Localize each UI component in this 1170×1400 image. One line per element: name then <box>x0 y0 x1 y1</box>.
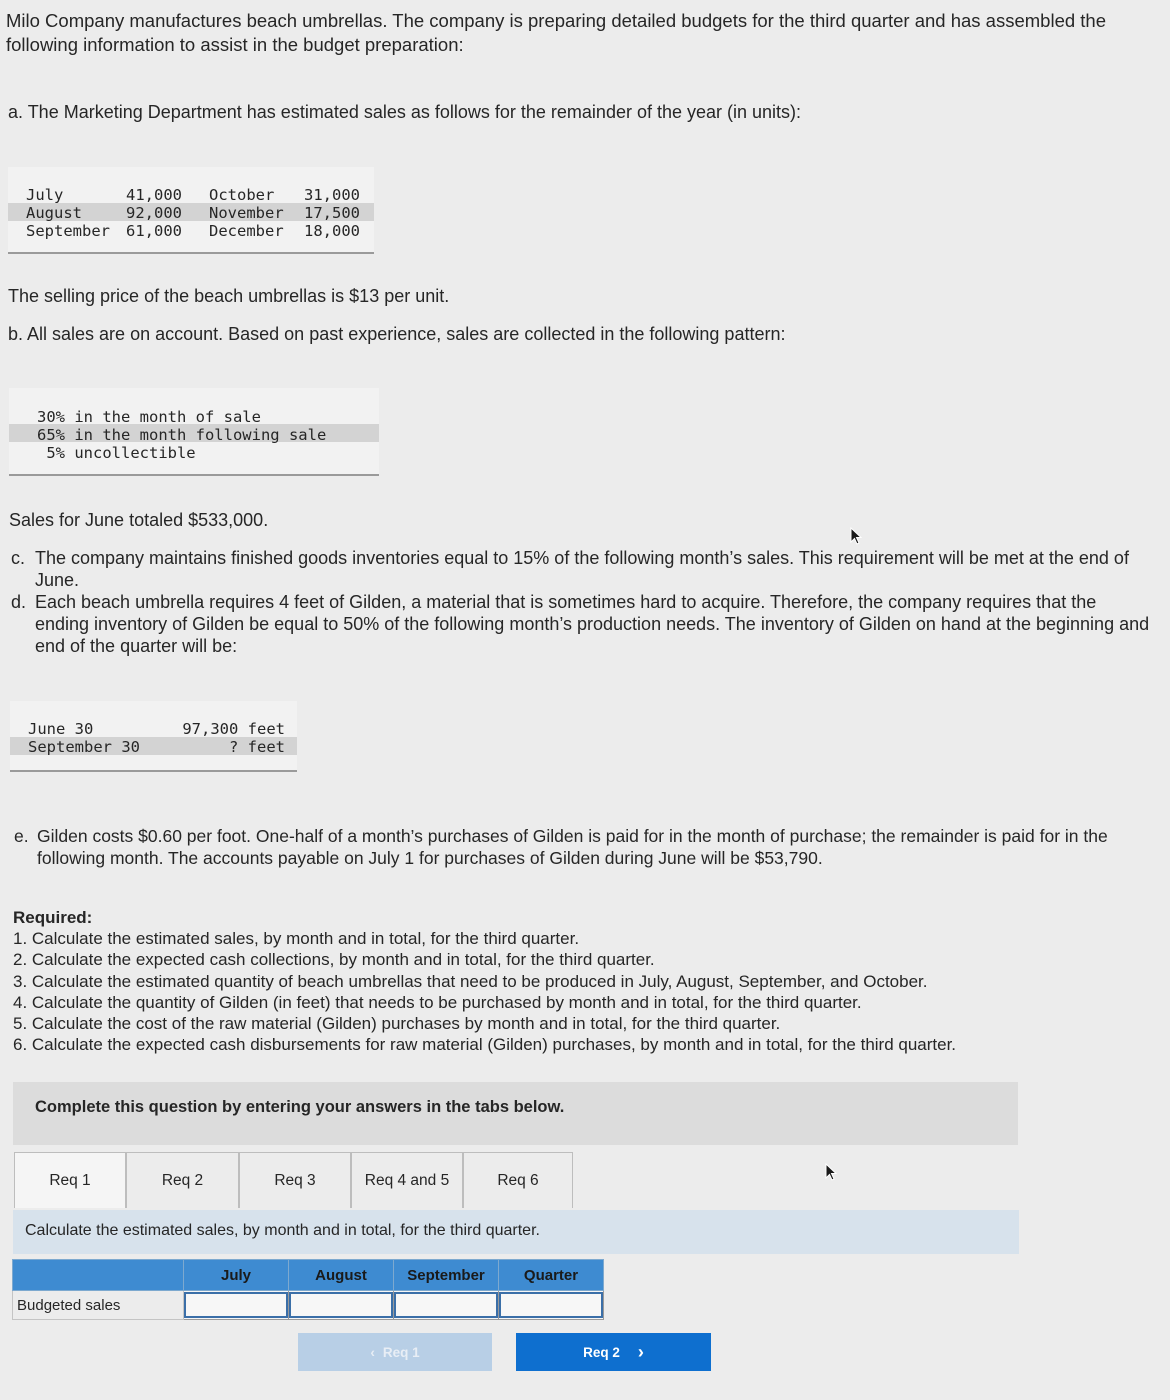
mouse-pointer-icon <box>849 527 863 545</box>
requirement-item: 3. Calculate the estimated quantity of beach umbrellas that need to be produced in July, August, September, and October. <box>13 971 928 991</box>
requirement-item: 4. Calculate the quantity of Gilden (in feet) that needs to be purchased by month and in total, for the third quarter. <box>13 992 862 1012</box>
instructions-text: Complete this question by entering your answers in the tabs below. <box>35 1098 565 1116</box>
sales-units: 18,000 <box>304 222 360 240</box>
column-header-quarter: Quarter <box>499 1260 604 1291</box>
tab-req-3[interactable]: Req 3 <box>239 1152 351 1208</box>
inventory-amount: ? feet <box>229 738 285 756</box>
mouse-pointer-icon <box>824 1163 838 1181</box>
sales-units: 41,000 <box>126 186 182 204</box>
requirements-section <box>13 907 956 1055</box>
requirement-item: 1. Calculate the estimated sales, by month and in total, for the third quarter. <box>13 929 580 949</box>
intro-text: Milo Company manufactures beach umbrellas. The company is preparing detailed budgets for the third quarter and has assembled the following information to assist in the budget preparation: <box>6 10 1107 55</box>
sales-month: July <box>26 186 64 204</box>
selling-price-text: The selling price of the beach umbrellas is $13 per unit. <box>8 286 450 306</box>
instructions-banner <box>13 1082 1018 1145</box>
item-d-label: d. <box>11 592 27 612</box>
collection-row: 65% in the month following sale <box>37 426 327 444</box>
column-header-september: September <box>394 1260 499 1291</box>
item-d-text: Each beach umbrella requires 4 feet of Gilden, a material that is sometimes hard to acquire. Therefore, the company requires that the ending inventory of Gilden be equal to 50% of the following month’s production needs. The inventory of Gilden on hand at the beginning and end of the quarter will be: <box>35 592 1150 656</box>
prev-req-label: Req 1 <box>382 1344 420 1360</box>
tab-req-2[interactable]: Req 2 <box>126 1152 239 1208</box>
budgeted-sales-august-input[interactable] <box>289 1292 393 1318</box>
row-label-budgeted-sales: Budgeted sales <box>13 1291 184 1320</box>
item-c-label: c. <box>11 548 26 568</box>
inventory-date: June 30 <box>28 720 94 738</box>
required-heading: Required: <box>13 908 93 927</box>
cell-quarter <box>499 1291 604 1320</box>
sales-month: August <box>26 204 82 222</box>
tab-instruction-bar <box>13 1210 1019 1254</box>
collection-row: 5% uncollectible <box>37 444 196 462</box>
sales-units: 17,500 <box>304 204 360 222</box>
sales-units: 31,000 <box>304 186 360 204</box>
prev-req-button[interactable] <box>298 1333 492 1371</box>
requirement-item: 6. Calculate the expected cash disbursements for raw material (Gilden) purchases, by month and in total, for the third quarter. <box>13 1035 957 1055</box>
tab-req-6[interactable]: Req 6 <box>463 1152 573 1208</box>
budgeted-sales-quarter-input[interactable] <box>499 1292 603 1318</box>
sales-month: December <box>209 222 284 240</box>
june-sales-text: Sales for June totaled $533,000. <box>9 510 269 530</box>
sales-month: October <box>209 186 275 204</box>
inventory-date: September 30 <box>28 738 140 756</box>
collection-row: 30% in the month of sale <box>37 408 261 426</box>
next-req-button[interactable] <box>516 1333 711 1371</box>
item-e-label: e. <box>14 826 29 846</box>
collection-pattern-table <box>9 388 379 476</box>
tab-req-1[interactable]: Req 1 <box>14 1152 126 1208</box>
chevron-right-icon: › <box>637 1341 644 1362</box>
item-a-text: a. The Marketing Department has estimated sales as follows for the remainder of the year (in units): <box>8 102 802 122</box>
inventory-amount: 97,300 feet <box>182 720 285 738</box>
tab-instruction-text: Calculate the estimated sales, by month and in total, for the third quarter. <box>25 1222 540 1239</box>
requirement-item: 2. Calculate the expected cash collections, by month and in total, for the third quarter. <box>13 950 655 970</box>
next-req-label: Req 2 <box>583 1344 620 1360</box>
table-header-row <box>13 1260 604 1291</box>
requirement-item: 5. Calculate the cost of the raw material (Gilden) purchases by month and in total, for the third quarter. <box>13 1014 781 1034</box>
budgeted-sales-september-input[interactable] <box>394 1292 498 1318</box>
cell-july <box>184 1291 289 1320</box>
chevron-left-icon: ‹ <box>370 1344 375 1360</box>
cell-august <box>289 1291 394 1320</box>
sales-estimate-table <box>8 167 374 254</box>
column-header-august: August <box>289 1260 394 1291</box>
cell-september <box>394 1291 499 1320</box>
sales-units: 61,000 <box>126 222 182 240</box>
column-header-july: July <box>184 1260 289 1291</box>
budgeted-sales-july-input[interactable] <box>184 1292 288 1318</box>
item-e-text: Gilden costs $0.60 per foot. One-half of a month’s purchases of Gilden is paid for in the month of purchase; the remainder is paid for in the following month. The accounts payable on July 1 for purchases of Gilden during June will be $53,790. <box>37 826 1108 868</box>
sales-month: November <box>209 204 284 222</box>
corner-header <box>13 1260 184 1291</box>
item-c-text: The company maintains finished goods inventories equal to 15% of the following month’s sales. This requirement will be met at the end of June. <box>35 548 1129 590</box>
item-b-text: b. All sales are on account. Based on past experience, sales are collected in the following pattern: <box>8 324 786 344</box>
sales-month: September <box>26 222 110 240</box>
tab-req-4-and-5[interactable]: Req 4 and 5 <box>351 1152 463 1208</box>
gilden-inventory-table <box>10 701 297 772</box>
sales-units: 92,000 <box>126 204 182 222</box>
budgeted-sales-table <box>12 1259 604 1320</box>
table-row <box>13 1291 604 1320</box>
